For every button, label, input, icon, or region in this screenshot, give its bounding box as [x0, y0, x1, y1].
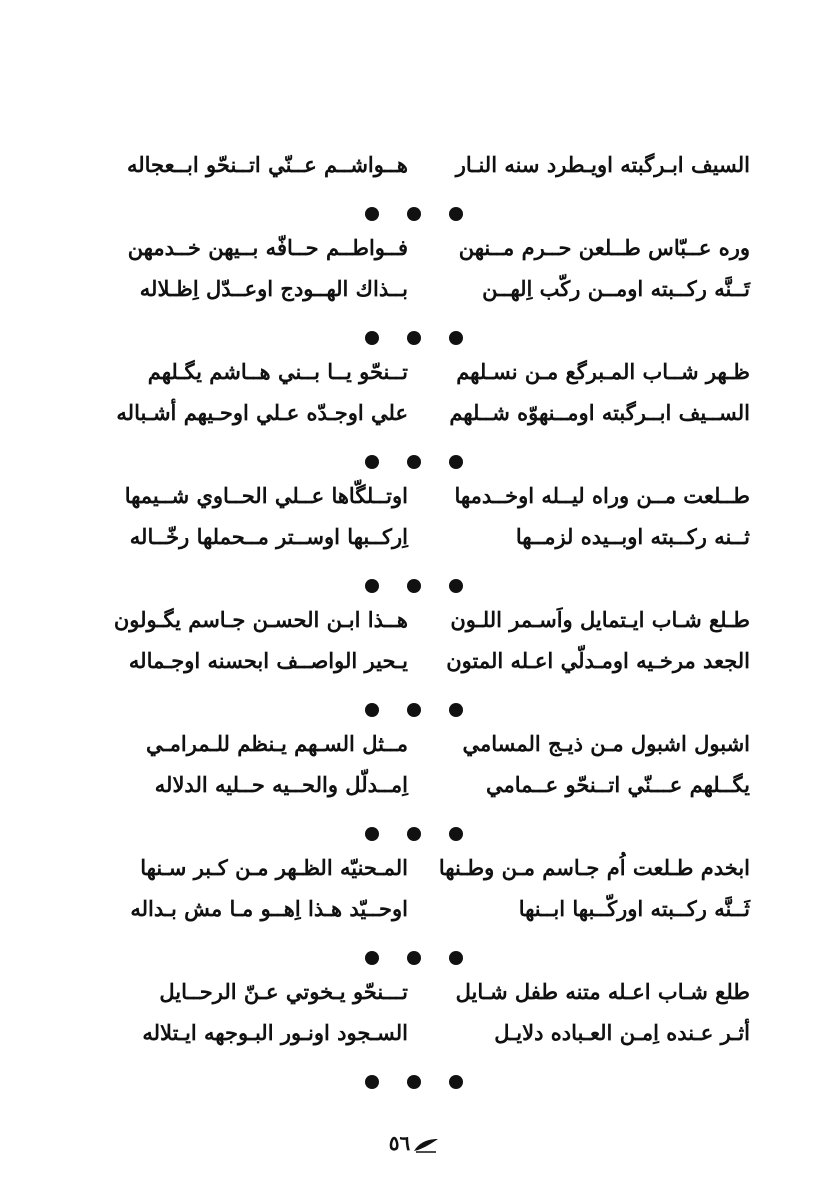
hemistich-first: الســيف ابــرگبته اومــنهوّه شــلهم: [449, 400, 750, 425]
verse-line: [78, 483, 750, 524]
separator-dot: [365, 331, 379, 345]
stanza: [78, 607, 750, 689]
separator-dot: [365, 827, 379, 841]
separator-dot: [407, 827, 421, 841]
separator-dot: [407, 703, 421, 717]
separator-dot: [449, 1075, 463, 1089]
verse-line: [78, 896, 750, 937]
verse-line: [78, 524, 750, 565]
hemistich-second: هــذا ابـن الحسـن جـاسم يگـولون: [113, 607, 408, 632]
hemistich-second: اوتــلگّاها عــلي الحــاوي شــيمها: [124, 483, 408, 508]
hemistich-first: اشبول اشبول مـن ذيـج المسامي: [462, 731, 750, 756]
separator-dot: [365, 703, 379, 717]
verse-line: [78, 855, 750, 896]
verse-line: [78, 359, 750, 400]
verse-line: [78, 607, 750, 648]
stanza: [78, 235, 750, 317]
hemistich-first: السيف ابـرگبته اويـطرد سنه النـار: [455, 152, 750, 177]
verse-line: [78, 235, 750, 276]
stanza: [78, 359, 750, 441]
stanza: [78, 483, 750, 565]
hemistich-second: اوحــيّد هـذا اِهــو مـا مش بـداله: [130, 896, 408, 921]
hemistich-first: طــلعت مــن وراه ليــله اوخــدمها: [454, 483, 750, 508]
stanza: [78, 731, 750, 813]
separator-dot: [449, 827, 463, 841]
separator-dot: [449, 951, 463, 965]
quill-icon: [412, 1137, 440, 1153]
stanza: [78, 855, 750, 937]
stanza-separator: [78, 317, 750, 359]
separator-dot: [407, 951, 421, 965]
hemistich-second: مــثل السـهم يـنظم للـمرامـي: [145, 731, 408, 756]
separator-dot: [449, 207, 463, 221]
hemistich-second: علي اوجـدّه عـلي اوحـيهم أشـباله: [116, 400, 408, 425]
hemistich-second: فــواطــم حــافّه بــيهن خــدمهن: [127, 235, 408, 260]
hemistich-first: أثـر عـنده اِمـن العـباده دلايـل: [494, 1020, 750, 1045]
separator-dot: [365, 579, 379, 593]
hemistich-first: ثَــنَّه ركــبته اوركّــبها ابــنها: [518, 896, 750, 921]
hemistich-second: هــواشــم عــنّي اتــنحّو ابــعجاله: [127, 152, 408, 177]
hemistich-first: ظـهر شــاب المـبرگع مـن نسـلهم: [456, 359, 750, 384]
verse-line: [78, 1020, 750, 1061]
stanza: [78, 152, 750, 193]
separator-dot: [449, 331, 463, 345]
verse-line: [78, 152, 750, 193]
separator-dot: [407, 331, 421, 345]
stanza-separator: [78, 193, 750, 235]
hemistich-first: وره عــبّاس طــلعن حــرم مــنهن: [458, 235, 750, 260]
separator-dot: [407, 1075, 421, 1089]
separator-dot: [449, 703, 463, 717]
stanza-separator: [78, 441, 750, 483]
hemistich-second: تـــنحّو يـخوتي عـنّ الرحــايل: [159, 979, 408, 1004]
poem-body: [78, 152, 750, 1103]
hemistich-second: يـحير الواصــف ابحسنه اوجـماله: [128, 648, 408, 673]
verse-line: [78, 772, 750, 813]
hemistich-second: بــذاك الهــودج اوعــدّل اِظـلاله: [139, 276, 408, 301]
hemistich-first: ثــنه ركــبته اوبــيده لزمــها: [515, 524, 750, 549]
stanza-separator: [78, 565, 750, 607]
hemistich-second: اِركــبها اوســتر مــحملها رخّــاله: [129, 524, 408, 549]
separator-dot: [449, 455, 463, 469]
hemistich-first: ابخدم طـلعت اُم جـاسم مـن وطـنها: [438, 855, 750, 880]
hemistich-second: تــنحّو يــا بــني هــاشم يگـلهم: [147, 359, 408, 384]
verse-line: [78, 731, 750, 772]
stanza-separator: [78, 813, 750, 855]
stanza-separator: [78, 1061, 750, 1103]
hemistich-second: اِمــدلّل والحــيه حــليه الدلاله: [154, 772, 408, 797]
hemistich-first: طلع شـاب اعـله متنه طفل شـايل: [455, 979, 750, 1004]
hemistich-first: طـلع شـاب ايـتمايل واَسـمر اللـون: [450, 607, 750, 632]
hemistich-first: يگــلهم عـــنّي اتــنحّو عــمامي: [486, 772, 750, 797]
separator-dot: [407, 579, 421, 593]
page-number: ٥٦: [388, 1131, 411, 1155]
page-footer: [0, 1131, 829, 1155]
verse-line: [78, 648, 750, 689]
hemistich-first: تَــنَّه ركــبته اومــن ركّب اِلهــن: [482, 276, 750, 301]
verse-line: [78, 276, 750, 317]
stanza-separator: [78, 937, 750, 979]
verse-line: [78, 400, 750, 441]
separator-dot: [365, 951, 379, 965]
separator-dot: [365, 455, 379, 469]
stanza: [78, 979, 750, 1061]
separator-dot: [365, 207, 379, 221]
separator-dot: [407, 455, 421, 469]
stanza-separator: [78, 689, 750, 731]
hemistich-second: السـجود اونـور البـوجهه ايـتلاله: [142, 1020, 408, 1045]
separator-dot: [365, 1075, 379, 1089]
separator-dot: [449, 579, 463, 593]
hemistich-first: الجعد مرخـيه اومـدلّي اعـله المتون: [446, 648, 750, 673]
verse-line: [78, 979, 750, 1020]
separator-dot: [407, 207, 421, 221]
hemistich-second: المـحنيّه الظـهر مـن كـبر سـنها: [140, 855, 408, 880]
